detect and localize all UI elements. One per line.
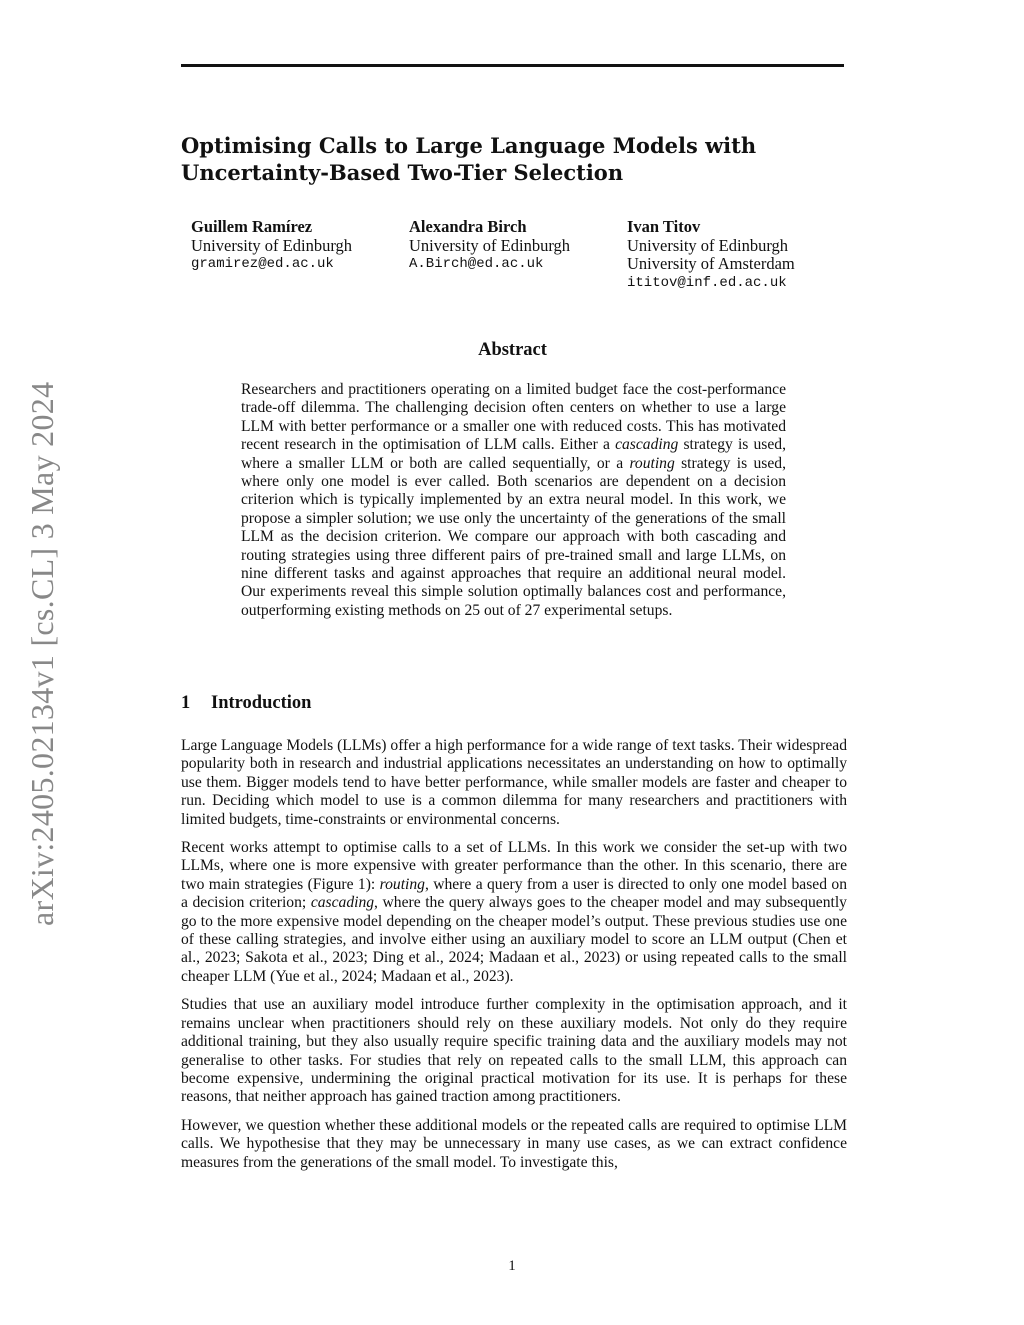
abstract-text-part: strategy is used, where only one model is ever called. Both scenarios are dependent on a decision criterion which is typically implemented by an extra neural model. In this work, we propose a simpler solution; we use only the uncertainty of the generations of the small LLM as the decision criterion. We compare our approach with both cascading and routing strategies using three different pairs of pre-trained small and large LLMs, on nine different tasks and against approaches that require an additional neural model. Our experiments reveal this simple solution optimally balances cost and performance, outperforming existing methods on 25 out of 27 experimental setups. <box>241 454 786 619</box>
abstract-text-part: strategy is used, where a smaller LLM or both are called sequentially, or a <box>241 436 786 472</box>
paragraph-text-part: Recent works attempt to optimise calls to a set of LLMs. In this work we consider the set-up with two LLMs, where one is more expensive with greater performance than the other. In this scenario, there are two main strategies (Figure 1): <box>181 839 847 893</box>
paragraph-text-part: , where a query from a user is directed to only one model based on a decision criterion; <box>181 875 847 912</box>
author-email[interactable]: A.Birch@ed.ac.uk <box>409 256 544 272</box>
author-affiliation: University of Edinburgh <box>627 235 789 255</box>
abstract-text <box>241 381 786 620</box>
abstract-text-part: Researchers and practitioners operating on a limited budget face the cost-performance trade-off dilemma. The challenging decision often centers on whether to use a large LLM with better performance or a smaller one with reduced costs. This has motivated recent research in the optimisation of LLM calls. Either a <box>241 381 786 454</box>
author-3 <box>627 218 795 292</box>
page-number: 1 <box>508 1258 516 1274</box>
author-affiliation: University of Amsterdam <box>627 254 795 273</box>
author-affiliation: University of Edinburgh <box>409 235 571 255</box>
author-email[interactable]: ititov@inf.ed.ac.uk <box>627 274 787 291</box>
paragraph <box>181 839 847 986</box>
abstract-emphasis-cascading: cascading <box>615 436 679 454</box>
abstract-heading: Abstract <box>478 340 547 360</box>
abstract-emphasis-routing: routing <box>629 454 675 472</box>
paragraph-text-part: , where the query always goes to the cheaper model and may subsequently go to the more expensive model depending on the cheaper model’s output. These previous studies use one of these calling strategies, and involve either using an auxiliary model to score an LLM output (Chen et al., 2023; Sakota et al., 2023; Ding et al., 2024; Madaan et al., 2023) or using repeated calls to the small cheaper LLM (Yue et al., 2024; Madaan et al., 2023). <box>181 894 847 985</box>
author-email[interactable]: gramirez@ed.ac.uk <box>191 256 334 272</box>
author-name: Ivan Titov <box>627 217 701 236</box>
arxiv-stamp: arXiv:2405.02134v1 [cs.CL] 3 May 2024 <box>24 381 60 926</box>
section-heading <box>181 693 311 714</box>
author-affiliation: University of Edinburgh <box>191 235 353 255</box>
paragraph: Studies that use an auxiliary model introduce further complexity in the optimisation approach, and it remains unclear when practitioners should rely on these auxiliary models. Not only do they require additional training, but they also usually require specific training data and the auxiliary models may not generalise to other tasks. For studies that rely on repeated calls to the small LLM, this approach can become expensive, undermining the original practical motivation for its use. It is perhaps for these reasons, that neither approach has gained traction among practitioners. <box>181 996 847 1106</box>
emphasis-routing: routing <box>379 875 425 893</box>
author-name: Guillem Ramírez <box>191 217 313 236</box>
emphasis-cascading: cascading <box>310 894 375 912</box>
paper-title: Optimising Calls to Large Language Models with Uncertainty-Based Two-Tier Selection <box>181 133 757 185</box>
paragraph: Large Language Models (LLMs) offer a high performance for a wide range of text tasks. Their widespread popularity both in research and industrial applications necessitates an understanding on how to optimally use them. Bigger models tend to have better performance, while smaller models are faster and cheaper to run. Deciding which model to use is a common dilemma for many researchers and practitioners with limited budgets, time-constraints or environmental concerns. <box>181 737 847 828</box>
author-2 <box>409 218 570 274</box>
author-name: Alexandra Birch <box>409 217 527 236</box>
section-title: Introduction <box>211 693 312 713</box>
paragraph: However, we question whether these additional models or the repeated calls are required to optimise LLM calls. We hypothesise that they may be unnecessary in many use cases, as we can extract confidence measures from the generations of the small model. To investigate this, <box>181 1116 847 1171</box>
section-number: 1 <box>181 693 191 713</box>
introduction-body <box>181 737 847 1182</box>
top-rule <box>181 64 844 67</box>
author-1 <box>191 218 352 274</box>
